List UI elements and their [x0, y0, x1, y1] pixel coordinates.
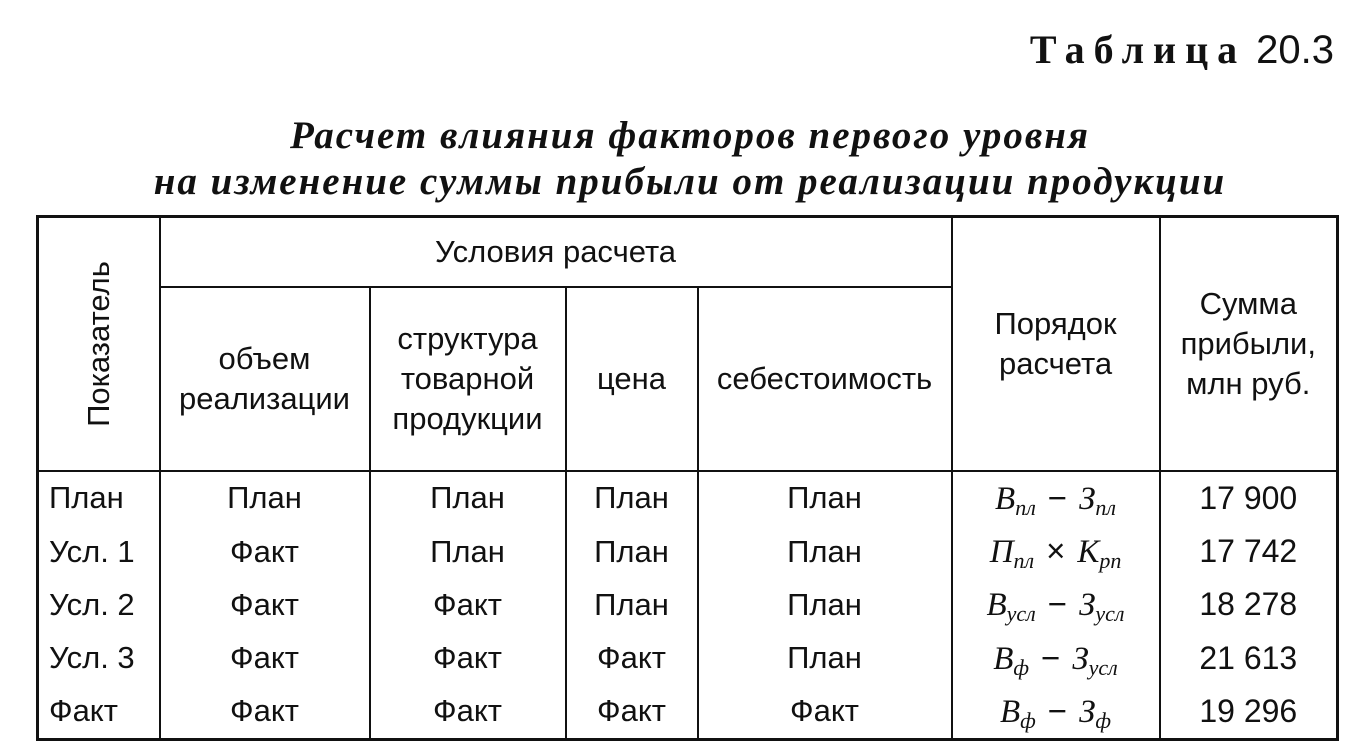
- formula-a-sub: пл: [1013, 548, 1035, 574]
- formula-op: ×: [1046, 532, 1066, 570]
- formula-op: −: [1041, 638, 1061, 676]
- cell-volume: Факт: [160, 632, 370, 685]
- cell-formula: [952, 578, 1160, 631]
- cell-structure: Факт: [370, 632, 566, 685]
- table-label-number: 20.3: [1256, 28, 1334, 72]
- formula-op: −: [1047, 691, 1068, 729]
- table-row: [38, 578, 1338, 631]
- formula-b: З: [1079, 693, 1096, 730]
- header-cost-line: себестоимость: [716, 360, 933, 396]
- formula-a: П: [989, 534, 1014, 571]
- formula-b-sub: ф: [1095, 707, 1112, 733]
- header-profit-line: прибыли,: [1180, 325, 1316, 361]
- header-cost: [698, 287, 952, 471]
- cell-price: Факт: [566, 685, 698, 740]
- cell-formula: [952, 685, 1160, 740]
- cell-price: Факт: [566, 632, 698, 685]
- header-order-line: расчета: [998, 345, 1113, 381]
- cell-formula: [952, 632, 1160, 685]
- cell-cost: План: [698, 632, 952, 685]
- formula-a: В: [999, 693, 1021, 730]
- table-row: [38, 525, 1338, 578]
- header-structure-line: товарной: [400, 360, 535, 396]
- table-title-line-2: на изменение суммы прибыли от реализации продукции: [153, 160, 1227, 203]
- cell-formula: [952, 471, 1160, 525]
- factor-analysis-table: [36, 215, 1339, 741]
- cell-profit: 19 296: [1199, 692, 1298, 729]
- cell-price: План: [566, 578, 698, 631]
- cell-volume: Факт: [160, 685, 370, 740]
- cell-profit: 18 278: [1199, 586, 1298, 623]
- formula-a-sub: пл: [1015, 494, 1036, 520]
- table-number-label: [1030, 26, 1334, 73]
- cell-structure: Факт: [370, 685, 566, 740]
- cell-price: План: [566, 471, 698, 525]
- table-label-word: Таблица: [1029, 27, 1247, 72]
- cell-formula: [952, 525, 1160, 578]
- cell-structure: План: [370, 525, 566, 578]
- formula-a: В: [993, 640, 1014, 677]
- cell-cost: План: [698, 525, 952, 578]
- header-price: [566, 287, 698, 471]
- table-row: [38, 632, 1338, 685]
- formula-op: −: [1047, 478, 1068, 516]
- table-body: [38, 471, 1338, 740]
- cell-cost: План: [698, 578, 952, 631]
- header-structure: [370, 287, 566, 471]
- header-order-cell: [952, 217, 1160, 471]
- formula-a-sub: усл: [1006, 601, 1036, 627]
- header-structure-line: структура: [397, 320, 538, 356]
- row-indicator: Усл. 1: [38, 525, 160, 578]
- table-row: [38, 685, 1338, 740]
- header-row-1: [38, 217, 1338, 287]
- row-indicator: Факт: [38, 685, 160, 740]
- row-indicator: Усл. 3: [38, 632, 160, 685]
- header-conditions: Условия расчета: [160, 217, 952, 287]
- formula-b-sub: пл: [1095, 494, 1116, 520]
- cell-volume: Факт: [160, 525, 370, 578]
- formula-op: −: [1047, 585, 1068, 623]
- row-indicator: Усл. 2: [38, 578, 160, 631]
- formula-b-sub: усл: [1095, 601, 1125, 627]
- table-row: [38, 471, 1338, 525]
- cell-profit: 17 742: [1199, 533, 1298, 570]
- header-profit-cell: [1160, 217, 1338, 471]
- cell-price: План: [566, 525, 698, 578]
- formula-b: З: [1072, 640, 1089, 677]
- formula-a-sub: ф: [1020, 707, 1036, 733]
- header-volume-line: реализации: [179, 380, 350, 416]
- row-indicator: План: [38, 471, 160, 525]
- cell-volume: Факт: [160, 578, 370, 631]
- cell-cost: План: [698, 471, 952, 525]
- formula-a: В: [986, 587, 1007, 624]
- header-indicator: Показатель: [80, 261, 116, 427]
- cell-profit: 17 900: [1199, 479, 1298, 516]
- cell-cost: Факт: [698, 685, 952, 740]
- header-price-line: цена: [596, 360, 666, 396]
- formula-b: К: [1077, 534, 1100, 571]
- header-indicator-cell: [38, 217, 160, 471]
- header-structure-line: продукции: [392, 400, 543, 436]
- header-profit-line: Сумма: [1199, 285, 1297, 321]
- header-order-line: Порядок: [994, 305, 1117, 341]
- header-profit-line: млн руб.: [1186, 365, 1311, 401]
- cell-volume: План: [160, 471, 370, 525]
- formula-b-sub: усл: [1088, 654, 1118, 680]
- formula-a-sub: ф: [1013, 654, 1030, 680]
- cell-structure: Факт: [370, 578, 566, 631]
- table-title-line-1: Расчет влияния факторов первого уровня: [289, 114, 1091, 157]
- header-volume-line: объем: [218, 340, 311, 376]
- formula-a: В: [995, 480, 1016, 517]
- header-volume: [160, 287, 370, 471]
- cell-structure: План: [370, 471, 566, 525]
- formula-b: З: [1079, 480, 1096, 517]
- formula-b: З: [1079, 587, 1096, 624]
- cell-profit: 21 613: [1199, 639, 1298, 676]
- formula-b-sub: рп: [1099, 548, 1122, 574]
